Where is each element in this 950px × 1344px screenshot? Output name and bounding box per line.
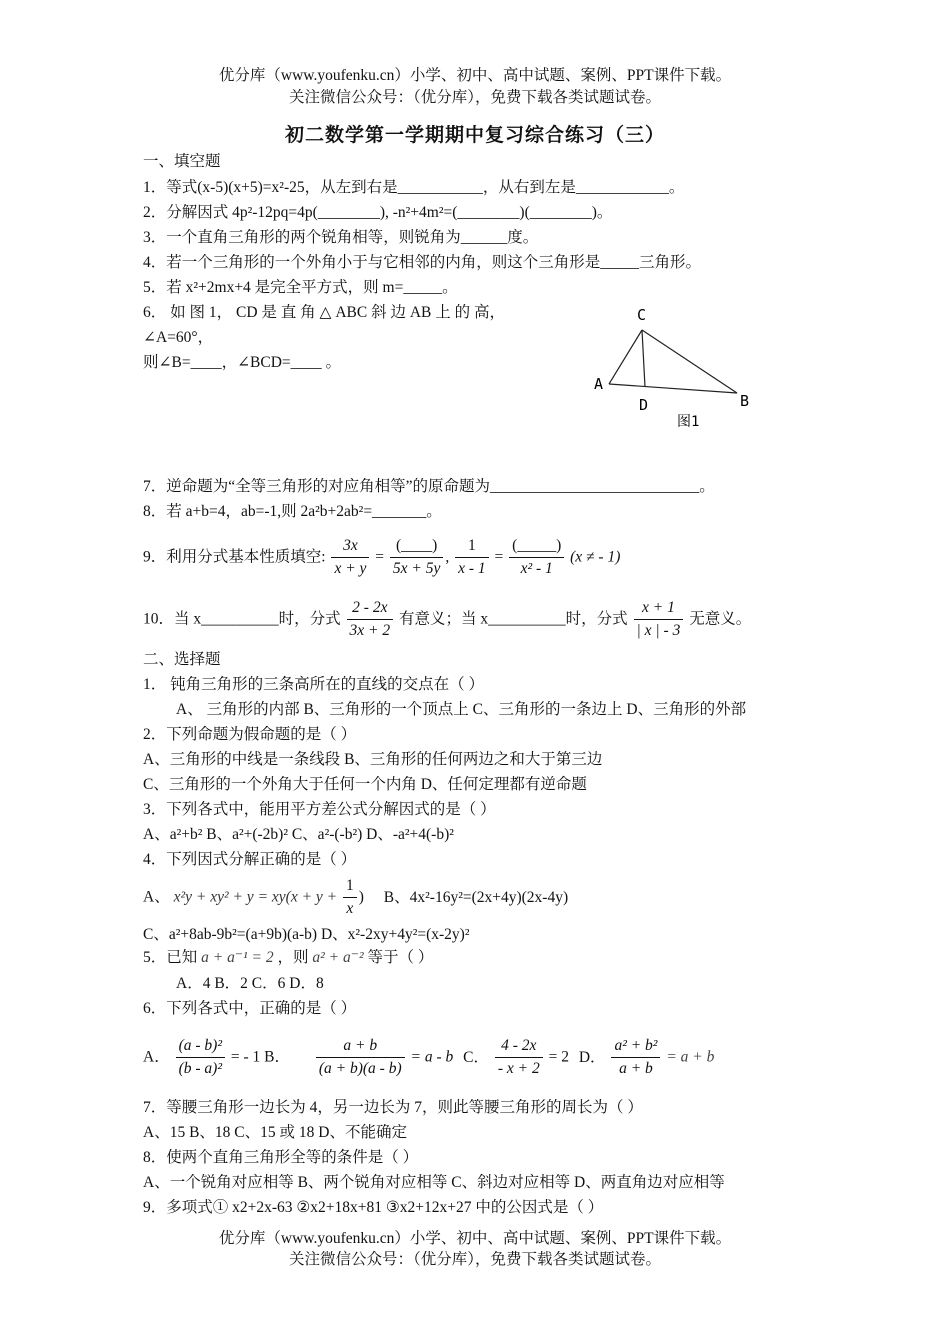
choice-q5: 5．已知 a + a⁻¹ = 2 ，则 a² + a⁻² 等于（ ）: [143, 949, 434, 966]
footer-line-2: 关注微信公众号：（优分库），免费下载各类试题试卷。: [288, 1251, 661, 1268]
fill-q5: 5．若 x²+2mx+4 是完全平方式，则 m=_____。: [143, 279, 458, 296]
figure-caption: 图1: [677, 414, 700, 430]
q9-label: 9．利用分式基本性质填空:: [143, 548, 326, 566]
fill-q6-line3: 则∠B=____，∠BCD=____ 。: [143, 354, 342, 371]
choice-q7: 7．等腰三角形一边长为 4，另一边长为 7，则此等腰三角形的周长为（ ）: [143, 1099, 643, 1116]
q6-b-fraction: $\frac{a + b}{(a + b)(a - b)}$: [316, 1036, 405, 1079]
choice-q3-options: A、a²+b² B、a²+(-2b)² C、a²-(-b²) D、-a²+4(-b)²: [143, 826, 454, 843]
choice-q2-options-2: C、三角形的一个外角大于任何一个内角 D、任何定理都有逆命题: [143, 776, 587, 793]
label-b: B: [740, 392, 750, 410]
label-c: C: [637, 306, 647, 324]
q10-fraction-2: $\frac{x + 1}{| x | - 3}$: [634, 598, 684, 641]
choice-q7-options: A、15 B、18 C、15 或 18 D、不能确定: [143, 1124, 407, 1141]
choice-q4-options-cd: C、a²+8ab-9b²=(a+9b)(a-b) D、x²-2xy+4y²=(x-2y)²: [143, 926, 470, 943]
fill-q9: 9．利用分式基本性质填空: $\frac{3x}{x + y}$ = $\frac{(\_\_\_\_)}{5x + 5y}$ , $\frac{1}{x - 1}$ = $\frac{(\_\_\_\_\_)}{\text{x² - 1}}$ (x ≠ - 1): [143, 537, 621, 577]
section-1-heading: 一、填空题: [143, 153, 221, 170]
choice-q3: 3．下列各式中，能用平方差公式分解因式的是（ ）: [143, 801, 496, 818]
side-ab: [609, 384, 737, 393]
choice-q2: 2．下列命题为假命题的是（ ）: [143, 726, 357, 743]
q10-fraction-1: $\frac{2 - 2x}{3x + 2}$: [347, 598, 394, 641]
q6-d-fraction: $\frac{\text{a² + b²}}{a + b}$: [611, 1036, 660, 1079]
q6-c-fraction: $\frac{4 - 2x}{- x + 2}$: [495, 1036, 543, 1079]
q9-fraction-1: $\frac{3x}{x + y}$: [331, 536, 369, 579]
choice-q6-options: A． $\frac{\text{(a - b)²}}{\text{(b - a)²}}$ = - 1 B． $\frac{a + b}{(a + b)(a - b)}$ = a - b C． $\frac{4 - 2x}{- x + 2}$ = 2 D． $\frac{\text{a² + b²}}{a + b}$ = a + b: [143, 1037, 715, 1077]
q4-a-fraction: $\frac{1}{x}$: [343, 876, 357, 919]
fill-q6-line2: ∠A=60°，: [143, 329, 214, 346]
choice-q5-options: A．4 B．2 C．6 D．8: [176, 975, 324, 992]
fill-q10: 10．当 x__________时，分式 $\frac{2 - 2x}{3x + 2}$ 有意义；当 x__________时，分式 $\frac{x + 1}{| x | - 3}$ 无意义。: [143, 599, 752, 639]
page-title: 初二数学第一学期期中复习综合练习（三）: [284, 125, 665, 146]
choice-q9: 9．多项式① x2+2x-63 ②x2+18x+81 ③x2+12x+27 中的公因式是（ ）: [143, 1199, 604, 1216]
label-d: D: [639, 396, 649, 414]
label-a: A: [594, 375, 604, 393]
fill-q6-line1: 6． 如 图 1， CD 是 直 角 △ ABC 斜 边 AB 上 的 高，: [143, 304, 505, 321]
choice-q4-options-ab: A、 x²y + xy² + y = xy(x + y + $\frac{1}{x}$ ) B、4x²-16y²=(2x+4y)(2x-4y): [143, 877, 569, 917]
choice-q2-options-1: A、三角形的中线是一条线段 B、三角形的任何两边之和大于第三边: [143, 751, 603, 768]
q9-fraction-2: $\frac{(\_\_\_\_)}{5x + 5y}$: [390, 536, 443, 579]
choice-q8-options: A、一个锐角对应相等 B、两个锐角对应相等 C、斜边对应相等 D、两直角边对应相等: [143, 1174, 725, 1191]
q9-condition: (x ≠ - 1): [570, 548, 621, 566]
choice-q1: 1． 钝角三角形的三条高所在的直线的交点在（ ）: [143, 676, 485, 693]
fill-q1: 1．等式(x-5)(x+5)=x²-25，从左到右是___________，从右到左是____________。: [143, 179, 685, 196]
side-cb: [642, 330, 737, 393]
q9-fraction-4: $\frac{(\_\_\_\_\_)}{\text{x² - 1}}$: [509, 536, 564, 579]
side-ac: [609, 330, 642, 384]
fill-q7: 7．逆命题为“全等三角形的对应角相等”的原命题为___________________________。: [143, 478, 715, 495]
figure-1-triangle: [585, 300, 765, 435]
fill-q8: 8．若 a+b=4，ab=-1,则 2a²b+2ab²=_______。: [143, 503, 442, 520]
footer-line-1: 优分库（www.youfenku.cn）小学、初中、高中试题、案例、PPT课件下载。: [218, 1230, 732, 1247]
q6-a-fraction: $\frac{\text{(a - b)²}}{\text{(b - a)²}}$: [176, 1036, 225, 1079]
fill-q2: 2．分解因式 4p²-12pq=4p(________), -n²+4m²=(________)(________)。: [143, 204, 613, 221]
altitude-cd: [642, 330, 645, 387]
choice-q1-options: A、 三角形的内部 B、三角形的一个顶点上 C、三角形的一条边上 D、三角形的外部: [176, 701, 747, 718]
section-2-heading: 二、选择题: [143, 651, 221, 668]
choice-q8: 8．使两个直角三角形全等的条件是（ ）: [143, 1149, 419, 1166]
choice-q6: 6．下列各式中，正确的是（ ）: [143, 1000, 357, 1017]
q9-fraction-3: $\frac{1}{x - 1}$: [455, 536, 489, 579]
fill-q3: 3．一个直角三角形的两个锐角相等，则锐角为______度。: [143, 229, 539, 246]
fill-q4: 4．若一个三角形的一个外角小于与它相邻的内角，则这个三角形是_____三角形。: [143, 254, 702, 271]
header-line-2: 关注微信公众号：（优分库），免费下载各类试题试卷。: [288, 89, 661, 106]
choice-q4: 4．下列因式分解正确的是（ ）: [143, 851, 357, 868]
header-line-1: 优分库（www.youfenku.cn）小学、初中、高中试题、案例、PPT课件下载。: [218, 67, 732, 84]
